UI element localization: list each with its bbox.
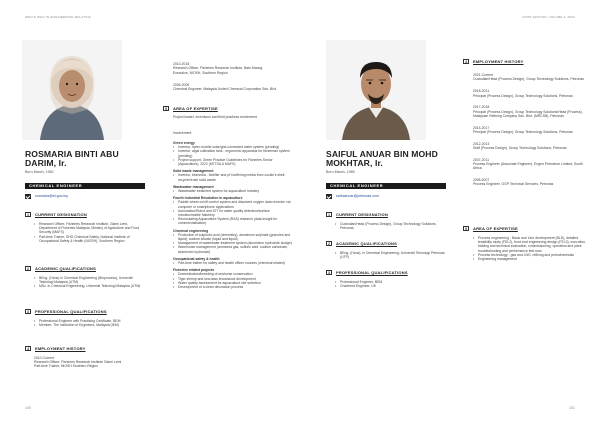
list-item: • BEng. (Hons) in Chemical Engineering (Bioprocess), Universiti Teknologi Malaysia (UTM) [34,276,146,284]
section-title: EMPLOYMENT HISTORY [35,346,86,351]
list-item: • Research Officer, Fisheries Research Institute, Glami Lemi, Department of Fisheries Malaysia, Ministry of Agriculture and Food Security (MAFS) [34,222,146,235]
group-list [173,272,293,289]
profile-photo [326,40,426,140]
running-head: WHO'S WHO IN ENGINEERING MALAYSIA [25,15,91,19]
section-title: AREA OF EXPERTISE [173,106,218,111]
list-item: • Part-time Trainer, SHO Chemical Safety, National Institute of Occupational Safety & Health (NIOSH), Southern Region [34,235,146,243]
list-item: • MSc. in Chemical Engineering, Universiti Teknologi Malaysia (UTM) [34,284,146,288]
current-designation-list [34,222,146,243]
email-icon [326,194,332,199]
list-item: • Development of a clean decoration process [173,285,293,289]
profile-name: ROSMARIA BINTI ABU DARIM, Ir. [25,149,119,168]
list-item: • Inventor, algal cultivation tank - ergonomic apparatus for fisherman system (pending) [173,149,293,157]
expertise-list [473,236,591,261]
list-item: • Production of sulphuric acid (chemistry), aluminium sulphate (granules and liquid), sodium silicate (liquid and liquid) [173,233,293,241]
section-number: 5 [163,106,169,111]
academic-list [335,251,447,259]
list-item: • Automation/Robot and IOT for water quality detection/surface robotics/mobile hatchery [173,209,293,217]
group-heading: Wastewater management [173,184,214,189]
section-number: 2 [25,266,31,271]
section-title: CURRENT DESIGNATION [35,212,87,217]
employment-entry: 2017-2018 Principal (Process Design), Group Technology Solutions/Head (Process), Malaysian Refining Company Sdn. Bhd. (MRCSB), Petronas [473,105,583,118]
employment-entry: 2007-2011 Process Engineer (Associate Engineer), Engen Petroleum Limited, South Africa [473,157,583,171]
birth-date: Born March, 1982 [25,170,54,174]
page-number: 101 [569,406,575,410]
list-item: • BEng. (Hons), in Chemical Engineering, Universiti Teknologi Petronas (UTP) [335,251,447,259]
list-item: • Management of wastewater treatment system (aluminium hydroxide sludge) [173,241,293,245]
current-designation-list [335,222,447,230]
section-number: 4 [463,59,469,64]
list-item: • Tiger shrimp and sea bass broodstock development [173,277,293,281]
running-head: FIRST EDITION, VOLUME 4, 2023 [522,15,575,19]
list-item: • Member, The Institution of Engineers, Malaysia (IEM) [34,323,146,327]
group-heading: Chemical engineering [173,228,209,233]
group-list [173,145,293,166]
section-number: 1 [25,212,31,217]
employment-entry: 2012-2013 Staff (Process Design), Group Technology Solutions, Petronas [473,141,567,151]
list-item: • Chartered Engineer, UK [335,284,447,288]
list-item: • Project support, Green Practice Guidelines for Fisheries Sector (Aquaculture), 2022 (KETSA & MAFS) [173,158,293,166]
list-item: • Custodian/Head (Process Design), Group Technology Solutions, Petronas [335,222,447,230]
section-title: PROFESSIONAL QUALIFICATIONS [35,309,107,314]
list-item: • Part-time trainer for safety and health officer courses (chemical related) [173,261,293,265]
group-heading: Occupational safety & health [173,256,220,261]
section-title: AREA OF EXPERTISE [473,226,518,231]
profile-name: SAIFUL ANUAR BIN MOHD MOKHTAR, Ir. [326,149,438,168]
employment-history-continued [173,58,293,99]
section-number: 1 [326,212,332,217]
section-employment [25,346,86,351]
professional-list [335,280,447,288]
page-number: 100 [25,406,31,410]
employment-entry: 2005-2007 Process Engineer, OGP Technical Services, Petronas [473,178,554,187]
section-current-designation [326,212,388,217]
list-item: • Inventor, biomedia - biofilter and pH buffering media from cockle's shell: recycle/reuse solid waste [173,173,293,181]
expertise-involvement: Involvement [173,131,192,135]
section-title: ACADEMIC QUALIFICATIONS [336,241,397,246]
section-academic [326,241,397,246]
employment-entry: 2018-2021 Principal (Process Design), Group Technology Solutions, Petronas [473,89,573,98]
list-item: • Professional Engineer, BEM [335,280,447,284]
list-item: • Water quality assessment for aquaculture site selection [173,281,293,285]
role-banner: CHEMICAL ENGINEER [326,183,446,189]
email-icon [25,194,31,199]
email-link[interactable]: rosmaria@fri.gov.my [35,194,68,199]
group-heading: Solid waste management [173,169,214,174]
group-heading: Fisheries related projects [173,268,215,273]
birth-date: Born March, 1985 [326,170,355,174]
section-number: 5 [463,226,469,231]
employment-entry: 2006-2009 Chemical Engineer, Malaysia United Chemical Corporation Sdn. Bhd. [173,82,278,91]
email-link[interactable]: saifulanuar@petronas.com [336,194,380,199]
list-item: • Process technology - gas and LNG, refining and petrochemicals [473,253,591,257]
group-list [173,261,293,265]
section-professional [25,309,107,314]
list-item: • Professional Engineer with Practising Certificate, BEM [34,319,146,323]
list-item: • Process engineering - Basic and Line development (BLD), detailed feasibility study (FEL2), front-end engineering design (FEL3), execution, bidding and technical evaluation, commissioning, operation and plant troubleshooting and performance test runs [473,236,591,253]
academic-list [34,276,146,289]
list-item: • Engineering management [473,257,591,261]
employment-entry: 2021-Current Custodian/Head (Process Design), Group Technology Solutions, Petronas [473,73,584,82]
group-list [173,173,293,181]
group-heading: Fourth Industrial Revolution in aquaculture [173,196,243,201]
expertise-intro: Project leader, inventions and field practices enrichment [173,115,257,119]
section-title: CURRENT DESIGNATION [336,212,388,217]
group-heading: Green energy [173,141,195,145]
list-item: • Recirculating Aquaculture System (RAS) research (data insight for commercialisation) [173,217,293,225]
section-title: ACADEMIC QUALIFICATIONS [35,266,96,271]
section-number: 3 [25,309,31,314]
list-item: • Domestication/breeding of seahorse conservation [173,272,293,276]
section-number: 4 [25,346,31,351]
list-item: • Inventor, hydro mobile solar/grid-connected water system (pending) [173,145,293,149]
section-current-designation [25,212,87,217]
section-expertise [463,226,518,231]
section-title: PROFESSIONAL QUALIFICATIONS [336,270,408,275]
list-item: • Paddle wheel on/off control system and dissolved oxygen data recorder via computer or smartphone applications [173,200,293,208]
professional-list [34,319,146,327]
role-banner: CHEMICAL ENGINEER [25,183,145,189]
section-number: 3 [326,270,332,275]
section-professional [326,270,408,275]
group-list [173,233,293,254]
email-row [25,194,68,199]
section-title: EMPLOYMENT HISTORY [473,59,524,64]
group-list [173,189,293,193]
expertise-groups [173,141,293,289]
section-expertise [163,106,218,111]
group-list [173,200,293,225]
section-number: 2 [326,241,332,246]
employment-entry: 2010-2015 Research Officer, Fisheries Research Institute, Batu Maung Executive, NIOSH, Southern Region [173,62,263,75]
section-academic [25,266,96,271]
list-item: • Warehouse management (ammonia gas, sulfuric acid, sodium carbonate, aluminium hydroxide) [173,245,293,253]
profile-photo [22,40,122,140]
right-page [300,0,600,424]
employment-entry: 2014-2017 Principal (Process Design), Group Technology Solutions, Petronas [473,125,573,134]
email-row [326,194,379,199]
employment-history-list [473,69,591,194]
section-employment [463,59,524,64]
list-item: • Wastewater treatment system for aquaculture industry [173,189,293,193]
employment-entry: 2010-Current Research Officer, Fisheries Research Institute Glami Lemi Part-time Trainer, NIOSH Southern Region [34,356,122,369]
